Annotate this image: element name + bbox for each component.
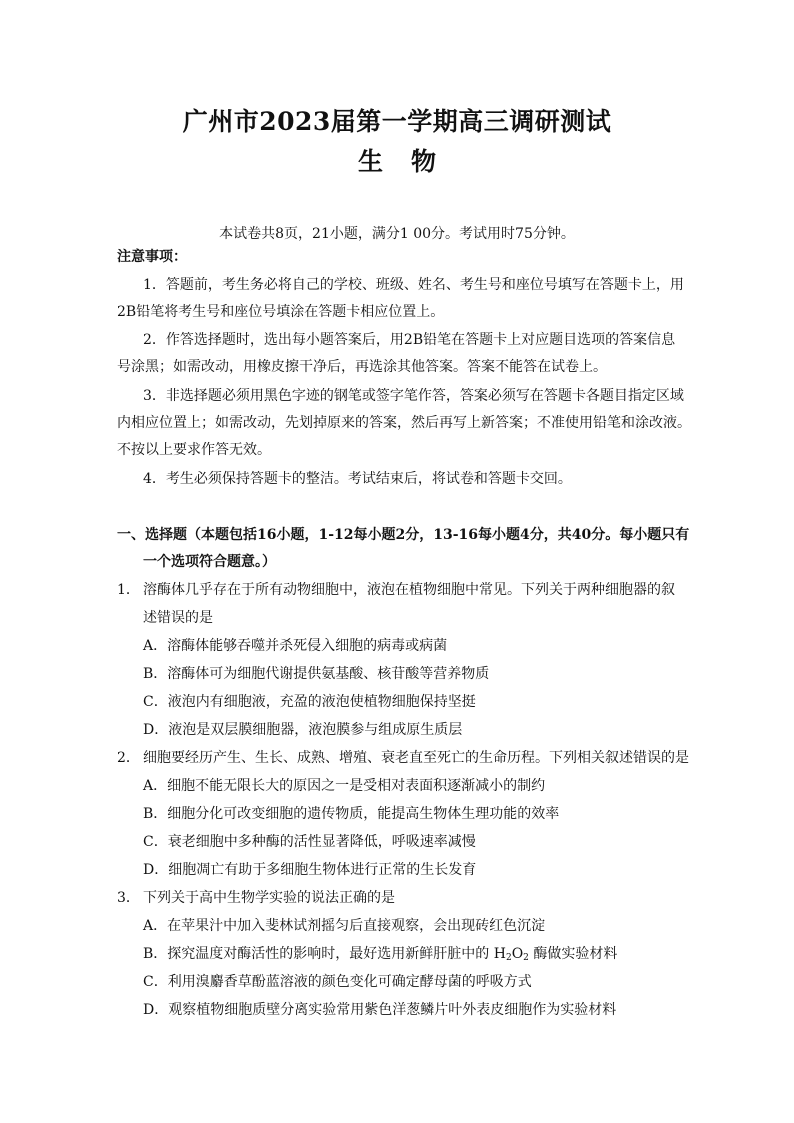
- exam-intro: 本试卷共8页，21小题，满分1 00分。考试用时75分钟。: [219, 226, 575, 242]
- question-number: 2．: [117, 750, 140, 766]
- option-b-text: O: [511, 946, 524, 962]
- notice-line: 3．非选择题必须用黑色字迹的钢笔或签字笔作答，答案必须写在答题卡各题目指定区域: [143, 388, 684, 404]
- notice-line: 2B铅笔将考生号和座位号填涂在答题卡相应位置上。: [117, 304, 445, 320]
- section-heading-cont: 一个选项符合题意。）: [143, 554, 276, 570]
- notice-line: 4．考生必须保持答题卡的整洁。考试结束后，将试卷和答题卡交回。: [143, 471, 572, 487]
- option-b: B．溶酶体可为细胞代谢提供氨基酸、核苷酸等营养物质: [143, 666, 490, 682]
- option-a: A．溶酶体能够吞噬并杀死侵入细胞的病毒或病菌: [143, 638, 448, 654]
- option-b: [143, 944, 617, 964]
- option-a: A．在苹果汁中加入斐林试剂摇匀后直接观察，会出现砖红色沉淀: [143, 918, 546, 934]
- notice-line: 内相应位置上；如需改动，先划掉原来的答案，然后再写上新答案；不准使用铅笔和涂改液。: [117, 415, 691, 431]
- subscript: 2: [505, 953, 512, 963]
- question-stem: 细胞要经历产生、生长、成熟、增殖、衰老直至死亡的生命历程。下列相关叙述错误的是: [143, 750, 689, 766]
- option-b: B．细胞分化可改变细胞的遗传物质，能提高生物体生理功能的效率: [143, 806, 560, 822]
- option-b-text: B．探究温度对酶活性的影响时，最好选用新鲜肝脏中的 H: [143, 946, 506, 962]
- notice-line: 不按以上要求作答无效。: [117, 442, 271, 458]
- option-c: C．利用溴麝香草酚蓝溶液的颜色变化可确定酵母菌的呼吸方式: [143, 974, 532, 990]
- option-a: A．细胞不能无限长大的原因之一是受相对表面积逐渐减小的制约: [143, 778, 546, 794]
- question-stem: 下列关于高中生物学实验的说法正确的是: [143, 890, 395, 906]
- notice-heading: 注意事项：: [117, 249, 187, 265]
- question-stem-cont: 述错误的是: [143, 610, 213, 626]
- option-d: D．观察植物细胞质壁分离实验常用紫色洋葱鳞片叶外表皮细胞作为实验材料: [143, 1002, 617, 1018]
- option-c: C．衰老细胞中多种酶的活性显著降低，呼吸速率减慢: [143, 834, 476, 850]
- option-b-text: 酶做实验材料: [528, 946, 618, 962]
- question-stem: 溶酶体几乎存在于所有动物细胞中，液泡在植物细胞中常见。下列关于两种细胞器的叙: [143, 582, 675, 598]
- option-d: D．细胞凋亡有助于多细胞生物体进行正常的生长发育: [143, 862, 477, 878]
- option-c: C．液泡内有细胞液，充盈的液泡使植物细胞保持坚挺: [143, 694, 476, 710]
- notice-line: 号涂黑；如需改动，用橡皮擦干净后，再选涂其他答案。答案不能答在试卷上。: [117, 359, 607, 375]
- question-number: 1．: [117, 582, 140, 598]
- section-heading: 一、选择题（本题包括16小题，1-12每小题2分，13-16每小题4分，共40分。每小题只有: [117, 527, 690, 543]
- notice-line: 2．作答选择题时，选出每小题答案后，用2B铅笔在答题卡上对应题目选项的答案信息: [143, 332, 676, 348]
- option-d: D．液泡是双层膜细胞器，液泡膜参与组成原生质层: [143, 722, 463, 738]
- question-number: 3．: [117, 890, 140, 906]
- subscript: 2: [523, 953, 529, 963]
- notice-line: 1．答题前，考生务必将自己的学校、班级、姓名、考生号和座位号填写在答题卡上，用: [143, 277, 684, 293]
- exam-title: 广州市2023届第一学期高三调研测试: [182, 107, 612, 136]
- subject-title: 生物: [357, 147, 464, 176]
